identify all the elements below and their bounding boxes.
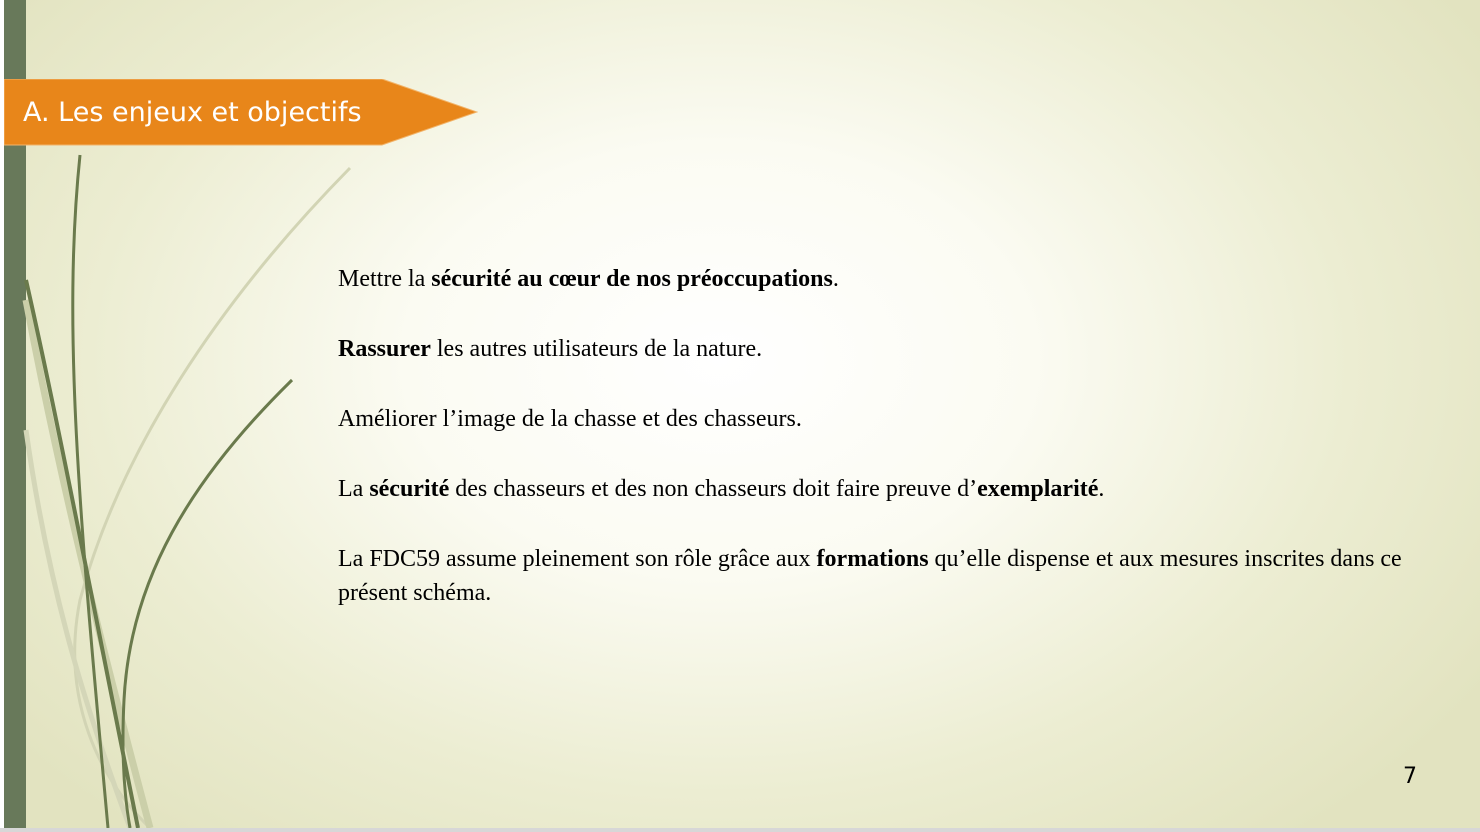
text-run-bold: sécurité xyxy=(369,476,450,502)
slide-body xyxy=(338,262,1418,646)
text-run: La FDC59 assume pleinement son rôle grâce aux xyxy=(338,546,817,572)
text-run: . xyxy=(832,266,839,292)
text-run-bold: exemplarité xyxy=(977,476,1099,502)
paragraph-4 xyxy=(338,472,1418,506)
paragraph-3 xyxy=(338,402,1418,436)
text-run-bold: formations xyxy=(816,546,929,572)
text-run: Améliorer l’image de la chasse et des chasseurs. xyxy=(338,406,802,432)
paragraph-2 xyxy=(338,332,1418,366)
text-run-bold: Rassurer xyxy=(338,336,431,362)
slide-title: A. Les enjeux et objectifs xyxy=(23,97,362,128)
text-run: qu’elle dispense et aux mesures inscrites dans ce présent schéma. xyxy=(338,546,1402,606)
paragraph-1 xyxy=(338,262,1418,296)
text-run: les autres utilisateurs de la nature. xyxy=(430,336,763,362)
text-run: Mettre la xyxy=(338,266,432,292)
page-number: 7 xyxy=(1403,764,1417,789)
text-run: . xyxy=(1098,476,1105,502)
text-run: des chasseurs et des non chasseurs doit faire preuve d’ xyxy=(449,476,978,502)
text-run: La xyxy=(338,476,370,502)
slide-bottom-edge xyxy=(0,828,1480,832)
paragraph-5 xyxy=(338,542,1418,610)
text-run-bold: sécurité au cœur de nos préoccupations xyxy=(431,266,833,292)
